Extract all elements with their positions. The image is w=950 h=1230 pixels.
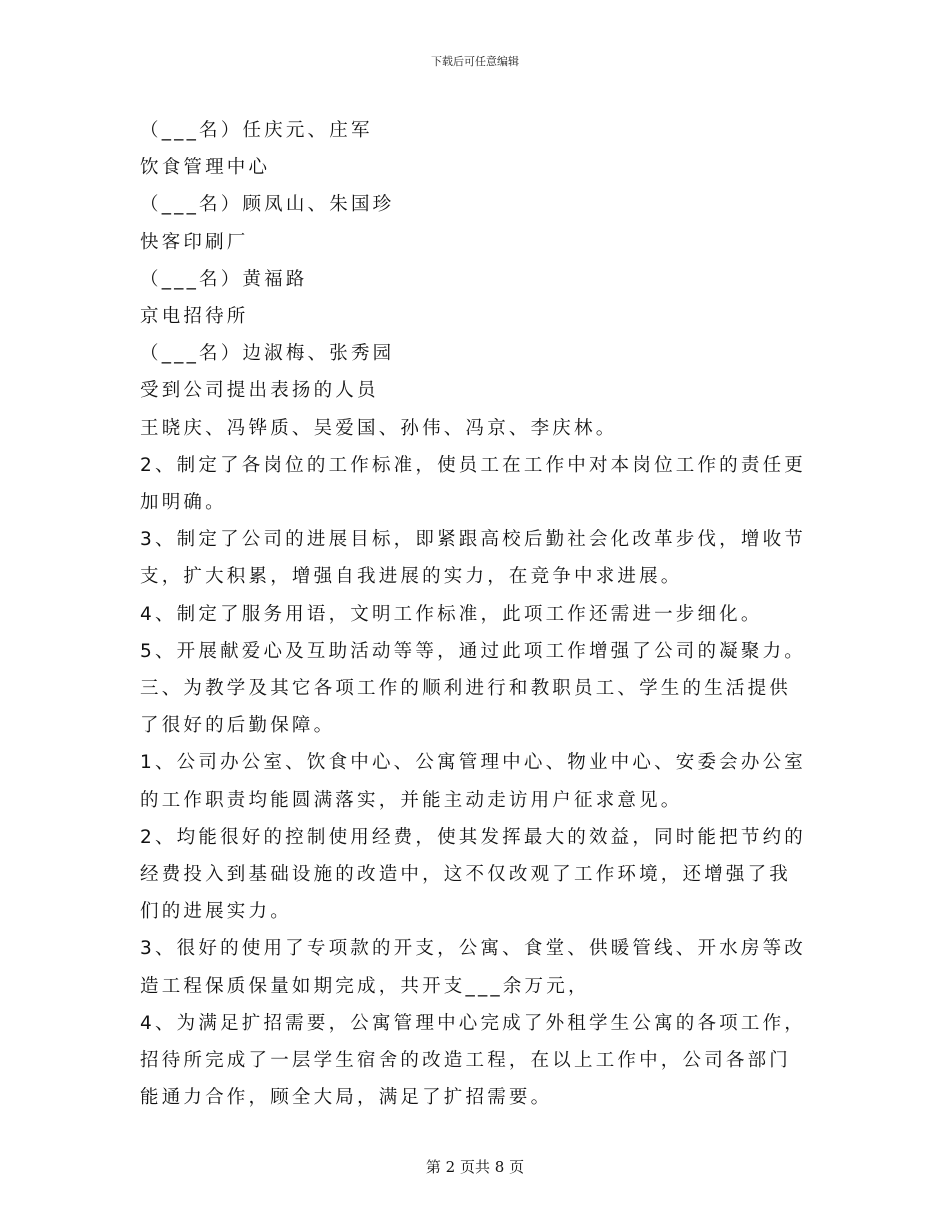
body-line: 2、制定了各岗位的工作标准，使员工在工作中对本岗位工作的责任更 [140, 454, 806, 476]
body-line: 支，扩大积累，增强自我进展的实力，在竞争中求进展。 [140, 566, 683, 588]
body-line: （___名）边淑梅、张秀园 [140, 343, 395, 365]
body-line: 2、均能很好的控制使用经费，使其发挥最大的效益，同时能把节约的 [140, 826, 806, 848]
body-line: 3、制定了公司的进展目标，即紧跟高校后勤社会化改革步伐，增收节 [140, 529, 806, 551]
body-line: 受到公司提出表扬的人员 [140, 380, 379, 402]
body-line: 招待所完成了一层学生宿舍的改造工程，在以上工作中，公司各部门 [140, 1050, 792, 1072]
body-line: 饮食管理中心 [140, 157, 271, 179]
body-line: 王晓庆、冯铧质、吴爱国、孙伟、冯京、李庆林。 [140, 417, 618, 439]
body-line: 4、制定了服务用语，文明工作标准，此项工作还需进一步细化。 [140, 603, 763, 625]
body-line: 能通力合作，顾全大局，满足了扩招需要。 [140, 1087, 553, 1109]
body-line: 1、公司办公室、饮食中心、公寓管理中心、物业中心、安委会办公室 [140, 752, 806, 774]
body-line: 造工程保质保量如期完成，共开支___余万元， [140, 975, 590, 997]
body-line: 京电招待所 [140, 306, 249, 328]
body-line: 三、为教学及其它各项工作的顺利进行和教职员工、学生的生活提供 [140, 678, 792, 700]
page-number: 第 2 页共 8 页 [425, 1158, 525, 1176]
body-line: 的工作职责均能圆满落实，并能主动走访用户征求意见。 [140, 789, 683, 811]
body-line: （___名）任庆元、庄军 [140, 120, 373, 141]
body-line: 经费投入到基础设施的改造中，这不仅改观了工作环境，还增强了我 [140, 864, 792, 886]
body-line: （___名）黄福路 [140, 268, 308, 290]
header-note: 下载后可任意编辑 [431, 55, 519, 68]
body-line: 5、开展献爱心及互助活动等等，通过此项工作增强了公司的凝聚力。 [140, 640, 806, 662]
body-line: （___名）顾凤山、朱国珍 [140, 194, 395, 216]
document-body [140, 112, 820, 1116]
body-line: 们的进展实力。 [140, 901, 292, 923]
body-line: 加明确。 [140, 492, 227, 514]
body-line: 了很好的后勤保障。 [140, 715, 336, 737]
body-line: 4、为满足扩招需要，公寓管理中心完成了外租学生公寓的各项工作， [140, 1012, 806, 1034]
body-line: 3、很好的使用了专项款的开支，公寓、食堂、供暖管线、开水房等改 [140, 938, 806, 960]
body-line: 快客印刷厂 [140, 231, 249, 253]
